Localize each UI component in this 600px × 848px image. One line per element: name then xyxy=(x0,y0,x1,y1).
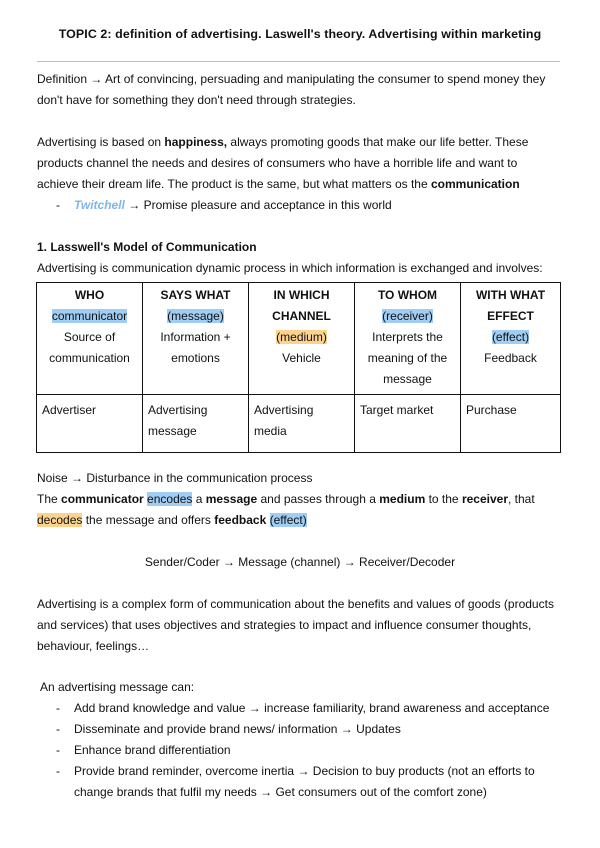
bold-feedback: feedback xyxy=(214,513,267,527)
table-cell-says-what xyxy=(143,283,249,395)
list-item-continuation: change brands that fulfil my needs → Get consumers out of the comfort zone) xyxy=(74,785,487,799)
cell-desc: meaning of the xyxy=(367,351,448,365)
cell-title: TO WHOM xyxy=(377,288,438,302)
cell-title: WHO xyxy=(74,288,105,302)
cell-desc: emotions xyxy=(171,351,220,365)
definition-line-2: don't have for something they don't need through strategies. xyxy=(37,93,356,107)
text: a xyxy=(192,492,206,506)
cell-tag: (effect) xyxy=(491,330,530,344)
table-cell-effect xyxy=(461,283,561,395)
list-item: Add brand knowledge and value → increase familiarity, brand awareness and acceptance xyxy=(74,701,550,715)
lasswell-table xyxy=(36,282,561,453)
cell-title: CHANNEL xyxy=(272,309,331,323)
section-heading: 1. Lasswell's Model of Communication xyxy=(37,240,257,254)
table-cell xyxy=(461,395,561,453)
complex-line-2: and services) that uses objectives and strategies to impact and influence consumer thoughts, xyxy=(37,618,532,632)
highlight-effect: (effect) xyxy=(269,513,307,527)
encodes-line-2 xyxy=(37,510,307,531)
text: achieve their dream life. The product is the same, but what matters os the xyxy=(37,177,431,191)
page-title: TOPIC 2: definition of advertising. Laswell's theory. Advertising within marketing xyxy=(58,27,542,41)
complex-line-3: behaviour, feelings… xyxy=(37,639,150,653)
bold-happiness: happiness, xyxy=(164,135,228,149)
text: always promoting goods that make our life better. These xyxy=(227,135,529,149)
twitchell-name: Twitchell xyxy=(74,198,125,212)
title-divider xyxy=(37,61,560,62)
bullet-dash: - xyxy=(56,701,60,715)
table-cell xyxy=(249,395,355,453)
cell-title: EFFECT xyxy=(487,309,534,323)
cell-tag: (medium) xyxy=(276,330,327,344)
list-item: Disseminate and provide brand news/ information → Updates xyxy=(74,722,401,736)
cell-desc: Vehicle xyxy=(282,351,321,365)
noise-label: Noise xyxy=(37,471,68,485)
cell-value: media xyxy=(254,424,287,438)
list-item: Enhance brand differentiation xyxy=(74,743,231,757)
definition-label: Definition xyxy=(37,72,88,86)
table-cell-to-whom xyxy=(355,283,461,395)
cell-title: WITH WHAT xyxy=(475,288,546,302)
cell-value: message xyxy=(148,424,197,438)
flow-line: Sender/Coder → Message (channel) → Receiver/Decoder xyxy=(144,555,456,569)
cell-value: Purchase xyxy=(466,403,517,417)
bold-receiver: receiver xyxy=(461,492,508,506)
cell-tag: (message) xyxy=(167,309,224,323)
bold-medium: medium xyxy=(379,492,426,506)
arrow: → xyxy=(90,72,103,86)
cell-tag: communicator xyxy=(51,309,128,323)
cell-value: Advertising xyxy=(148,403,208,417)
table-cell xyxy=(355,395,461,453)
happiness-line-2: products channel the needs and desires of consumers who have a horrible life and want to xyxy=(37,156,518,170)
happiness-line-1 xyxy=(37,132,528,153)
bold-message: message xyxy=(205,492,258,506)
cell-desc: message xyxy=(383,372,432,386)
table-cell xyxy=(143,395,249,453)
cell-value: Target market xyxy=(360,403,434,417)
cell-value: Advertiser xyxy=(42,403,97,417)
cell-value: Advertising xyxy=(254,403,314,417)
table-header-row xyxy=(37,283,561,395)
table-cell-channel xyxy=(249,283,355,395)
highlight-encodes: encodes xyxy=(147,492,193,506)
text: and passes through a xyxy=(257,492,380,506)
list-item: Provide brand reminder, overcome inertia → Decision to buy products (not an efforts to xyxy=(74,764,535,778)
cell-title: IN WHICH xyxy=(273,288,330,302)
cell-desc: communication xyxy=(49,351,130,365)
section-intro: Advertising is communication dynamic process in which information is exchanged and involves: xyxy=(37,261,543,275)
noise-line xyxy=(37,468,312,489)
cell-desc: Interprets the xyxy=(372,330,443,344)
cell-desc: Feedback xyxy=(484,351,537,365)
complex-line-1: Advertising is a complex form of communication about the benefits and values of goods (products xyxy=(37,597,554,611)
arrow: → xyxy=(71,471,84,485)
text: , that xyxy=(508,492,535,506)
bold-communicator: communicator xyxy=(61,492,144,506)
highlight-decodes: decodes xyxy=(37,513,83,527)
definition-line-1 xyxy=(37,69,545,90)
text: to the xyxy=(425,492,462,506)
bold-communication: communication xyxy=(430,177,520,191)
bullet-dash: - xyxy=(56,722,60,736)
cell-desc: Source of xyxy=(63,330,116,344)
bullet-dash: - xyxy=(56,743,60,757)
encodes-line-1 xyxy=(37,489,535,510)
table-row xyxy=(37,395,561,453)
can-heading: An advertising message can: xyxy=(40,680,195,694)
noise-text: Disturbance in the communication process xyxy=(86,471,313,485)
cell-tag: (receiver) xyxy=(382,309,433,323)
definition-text: Art of convincing, persuading and manipulating the consumer to spend money they xyxy=(105,72,546,86)
table-cell-who xyxy=(37,283,143,395)
happiness-line-3 xyxy=(37,174,520,195)
cell-title: SAYS WHAT xyxy=(160,288,231,302)
bullet-dash: - xyxy=(56,198,60,212)
bullet-dash: - xyxy=(56,764,60,778)
table-cell xyxy=(37,395,143,453)
cell-desc: Information + xyxy=(160,330,231,344)
text: the message and offers xyxy=(82,513,215,527)
twitchell-line xyxy=(74,195,392,216)
text: Advertising is based on xyxy=(37,135,165,149)
text: The xyxy=(37,492,62,506)
twitchell-text: → Promise pleasure and acceptance in this world xyxy=(124,198,392,212)
